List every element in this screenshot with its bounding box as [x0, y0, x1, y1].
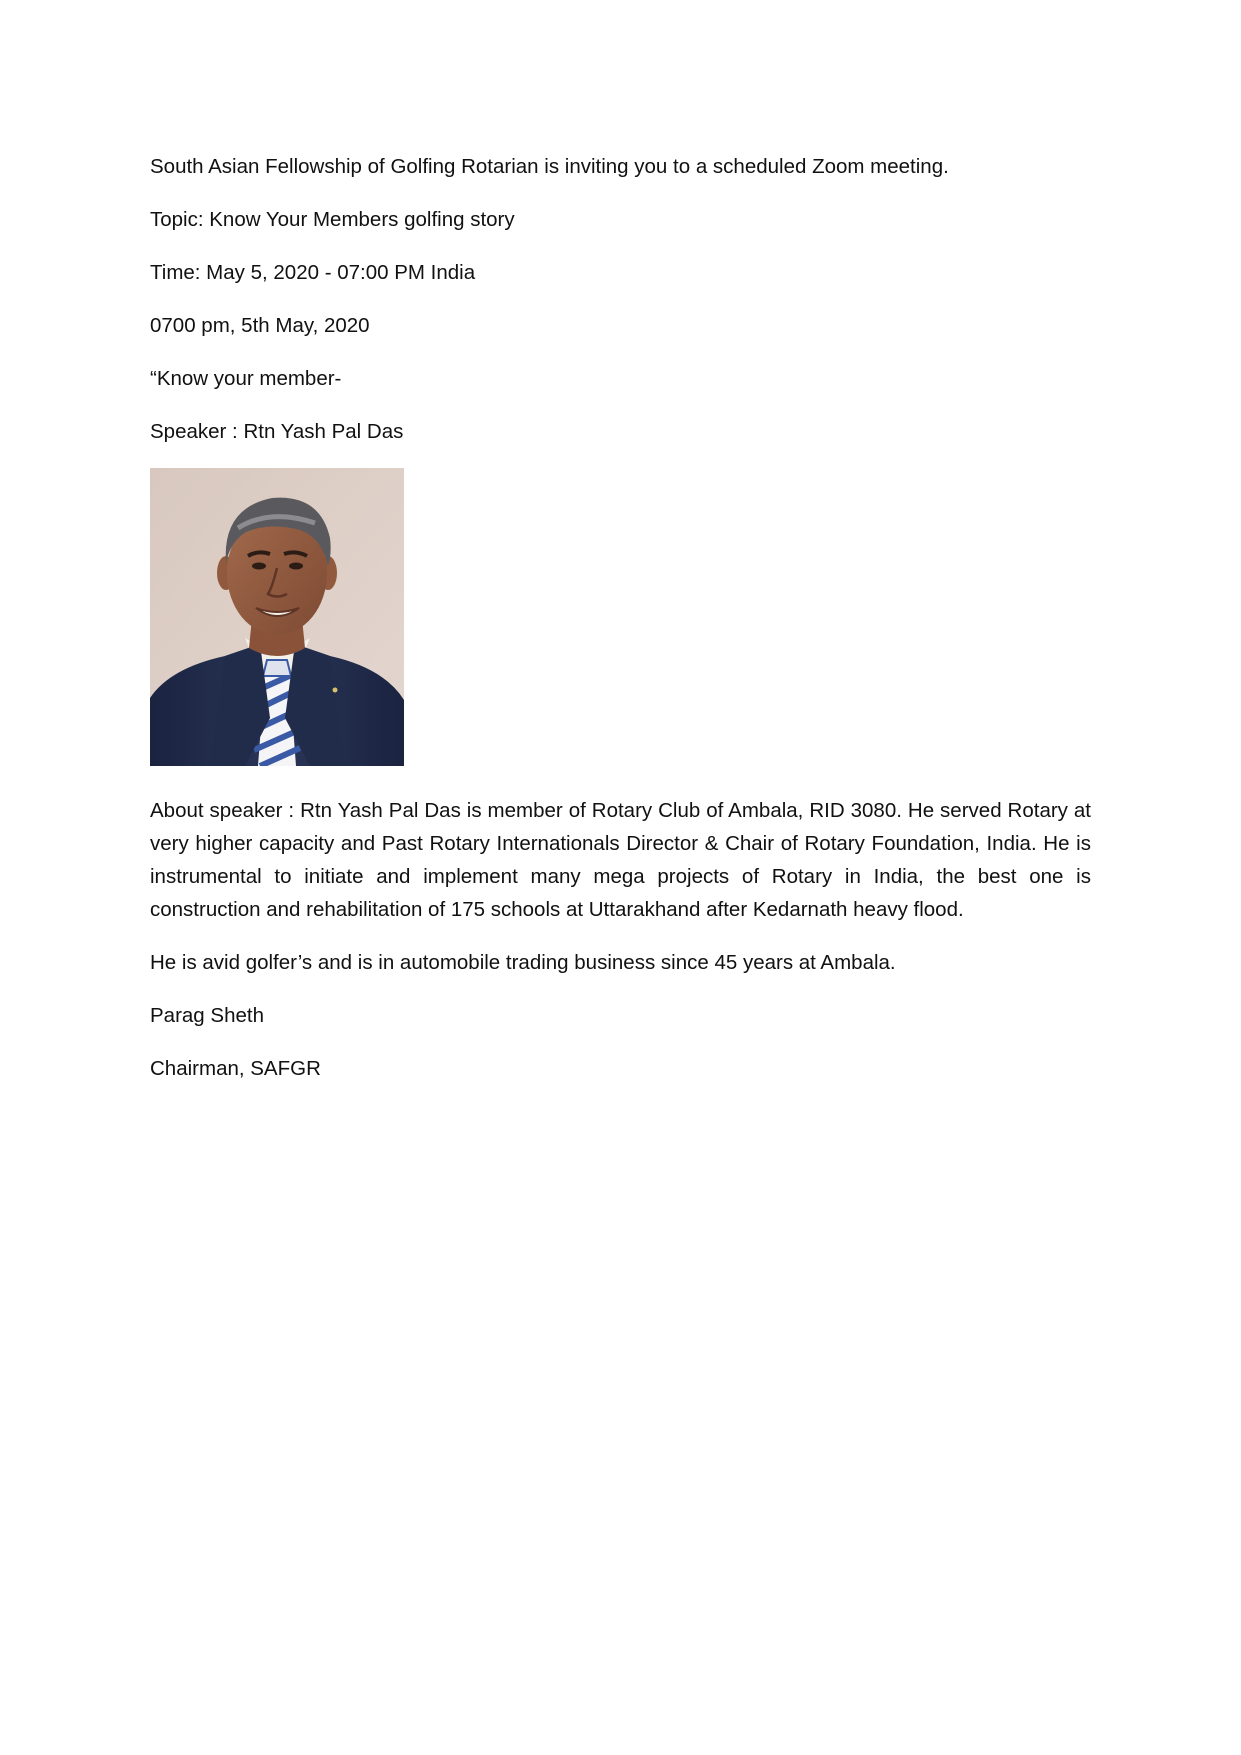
- speaker-photo: [150, 468, 404, 766]
- series-line: “Know your member-: [150, 367, 342, 390]
- speaker-line: Speaker : Rtn Yash Pal Das: [150, 420, 404, 443]
- hobby-line: He is avid golfer’s and is in automobile trading business since 45 years at Ambala.: [150, 951, 896, 974]
- about-speaker-paragraph: About speaker : Rtn Yash Pal Das is member of Rotary Club of Ambala, RID 3080. He served Rotary at very higher capacity and Past Rotary Internationals Director & Chair of Rotary Foundation, India. He is instrumental to initiate and implement many mega projects of Rotary in India, the best one is construction and rehabilitation of 175 schools at Uttarakhand after Kedarnath heavy flood.: [150, 799, 1091, 921]
- time-line: Time: May 5, 2020 - 07:00 PM India: [150, 261, 476, 284]
- document-body: [150, 150, 1091, 1105]
- signatory-title: Chairman, SAFGR: [150, 1057, 321, 1080]
- signatory-name: Parag Sheth: [150, 1004, 264, 1027]
- topic-line: Topic: Know Your Members golfing story: [150, 208, 515, 231]
- date-line: 0700 pm, 5th May, 2020: [150, 314, 370, 337]
- speaker-portrait-image: [150, 468, 404, 766]
- invite-line: South Asian Fellowship of Golfing Rotarian is inviting you to a scheduled Zoom meeting.: [150, 155, 949, 178]
